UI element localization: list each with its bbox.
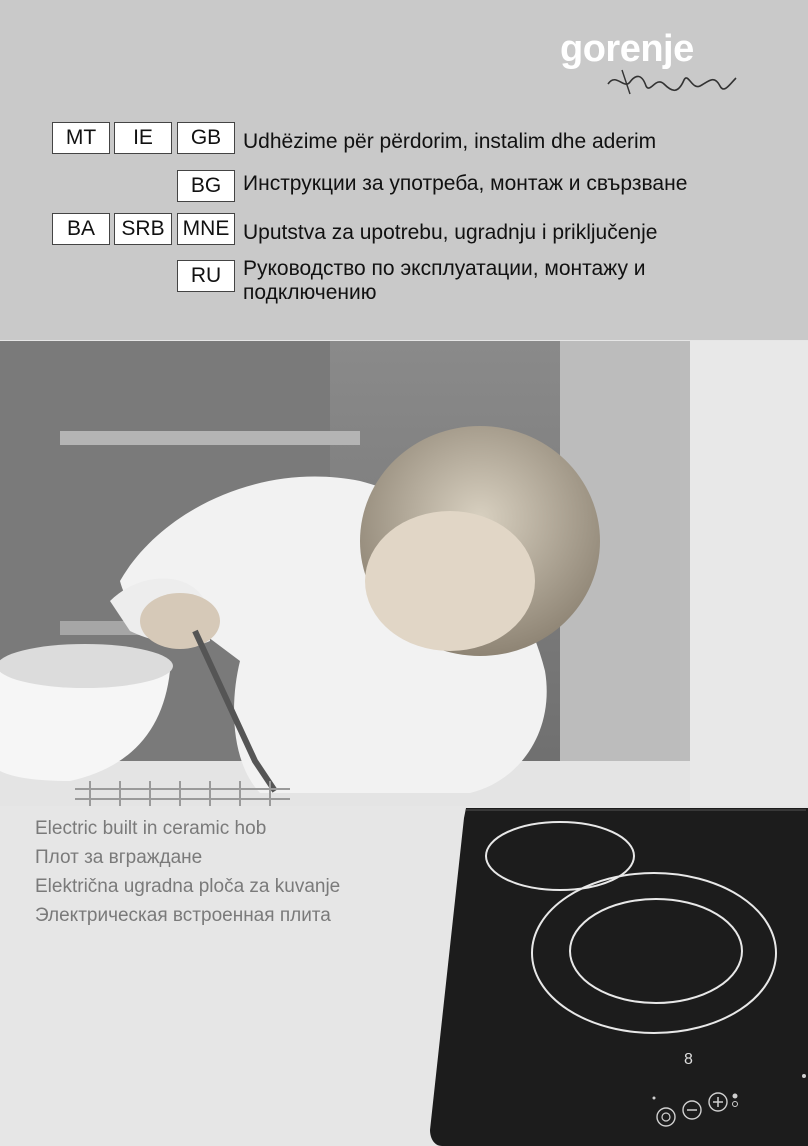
title-russian-line2: подключению	[243, 281, 377, 304]
hob-display-digit: 8	[684, 1051, 693, 1068]
title-serbian: Uputstva za upotrebu, ugradnju i priključenje	[243, 221, 658, 244]
product-name-sr: Električna ugradna ploča za kuvanje	[35, 876, 341, 897]
lang-badge-ie: IE	[114, 122, 172, 154]
ceramic-hob-image	[430, 808, 808, 1146]
lang-badge-ba: BA	[52, 213, 110, 245]
title-albanian: Udhëzime për përdorim, instalim dhe aderim	[243, 130, 657, 153]
lang-badge-bg: BG	[177, 170, 235, 202]
brand-logo: gorenje	[560, 28, 694, 70]
lang-badge-mt: MT	[52, 122, 110, 154]
lang-badge-srb: SRB	[114, 213, 172, 245]
lang-badge-mne: MNE	[177, 213, 235, 245]
lang-badge-ru: RU	[177, 260, 235, 292]
photo-side-panel	[690, 341, 808, 806]
product-name-bg: Плот за вграждане	[35, 847, 203, 868]
designer-signature	[602, 64, 742, 104]
child-cooking-photo	[0, 341, 690, 806]
title-bulgarian: Инструкции за употреба, монтаж и свързване	[243, 172, 688, 195]
title-russian-line1: Руководство по эксплуатации, монтажу и	[243, 257, 646, 280]
product-name-en: Electric built in ceramic hob	[35, 818, 267, 839]
zone-indicator-icon	[733, 1094, 738, 1099]
lang-badge-gb: GB	[177, 122, 235, 154]
product-name-ru: Электрическая встроенная плита	[35, 905, 331, 926]
